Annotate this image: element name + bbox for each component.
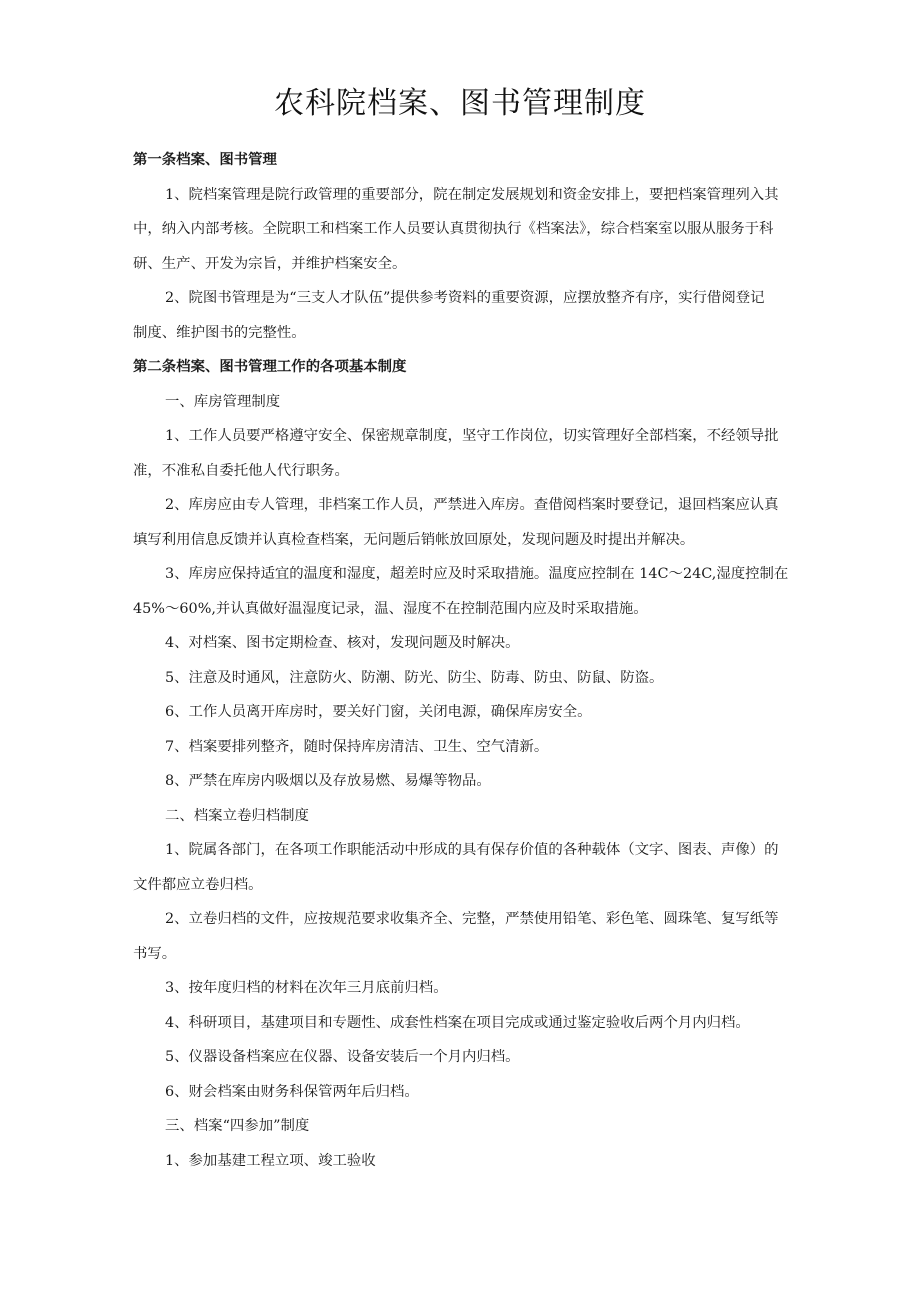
text-line: 中，纳入内部考核。全院职工和档案工作人员要认真贯彻执行《档案法》，综合档案室以服从服务于科 [133, 221, 774, 237]
filing-rule-4: 4、科研项目，基建项目和专题性、成套性档案在项目完成或通过鉴定验收后两个月内归档。 [165, 1014, 750, 1031]
filing-rule-5: 5、仪器设备档案应在仪器、设备安装后一个月内归档。 [165, 1049, 520, 1065]
warehouse-rule-8: 8、严禁在库房内吸烟以及存放易燃、易爆等物品。 [165, 773, 491, 789]
text-line: 1、院属各部门，在各项工作职能活动中形成的具有保存价值的各种载体（文字、图表、声像）的 [165, 842, 779, 858]
warehouse-rule-7: 7、档案要排列整齐，随时保持库房清洁、卫生、空气清新。 [165, 738, 549, 755]
warehouse-rule-3 [133, 557, 798, 626]
warehouse-rule-5: 5、注意及时通风，注意防火、防潮、防光、防尘、防毒、防虫、防鼠、防盗。 [165, 669, 664, 686]
text-line: 研、生产、开发为宗旨，并维护档案安全。 [133, 255, 407, 272]
text-line: 45%～60%,并认真做好温湿度记录，温、湿度不在控制范围内应及时采取措施。 [133, 600, 648, 617]
text-line: 制度、维护图书的完整性。 [133, 324, 306, 341]
warehouse-rule-2 [133, 488, 798, 557]
text-line: 1、院档案管理是院行政管理的重要部分，院在制定发展规划和资金安排上，要把档案管理列入其 [165, 186, 779, 203]
text-line: 3、库房应保持适宜的温度和湿度，超差时应及时采取措施。温度应控制在 14C～24C,湿度控制在 [165, 566, 789, 582]
article-2-heading: 第二条档案、图书管理工作的各项基本制度 [133, 359, 407, 375]
text-line: 2、立卷归档的文件，应按规范要求收集齐全、完整，严禁使用铅笔、彩色笔、圆珠笔、复写纸等 [165, 911, 779, 927]
filing-rule-6: 6、财会档案由财务科保管两年后归档。 [165, 1083, 419, 1100]
text-line: 书写。 [133, 945, 177, 962]
text-line: 2、库房应由专人管理，非档案工作人员，严禁进入库房。查借阅档案时要登记，退回档案应认真 [165, 497, 779, 513]
filing-rule-3: 3、按年度归档的材料在次年三月底前归档。 [165, 980, 448, 996]
text-line: 2、院图书管理是为“三支人才队伍”提供参考资料的重要资源，应摆放整齐有序，实行借阅登记 [165, 290, 765, 306]
text-line: 文件都应立卷归档。 [133, 876, 263, 893]
filing-rule-2 [133, 902, 798, 971]
text-line: 1、工作人员要严格遵守安全、保密规章制度，坚守工作岗位，切实管理好全部档案，不经领导批 [165, 428, 779, 444]
subsection-warehouse-heading: 一、库房管理制度 [165, 393, 281, 410]
article-1-paragraph-1 [133, 178, 798, 282]
article-1-paragraph-2 [133, 281, 798, 350]
participation-rule-1: 1、参加基建工程立项、竣工验收 [165, 1152, 376, 1169]
subsection-four-participation-heading: 三、档案“四参加”制度 [165, 1118, 310, 1134]
text-line: 准，不准私自委托他人代行职务。 [133, 462, 349, 479]
subsection-filing-heading: 二、档案立卷归档制度 [165, 807, 309, 824]
article-1-heading: 第一条档案、图书管理 [133, 152, 277, 168]
filing-rule-1 [133, 833, 798, 902]
text-line: 填写利用信息反馈并认真检查档案，无问题后销帐放回原处，发现问题及时提出并解决。 [133, 531, 695, 548]
document-body [133, 143, 798, 1178]
warehouse-rule-6: 6、工作人员离开库房时，要关好门窗，关闭电源，确保库房安全。 [165, 704, 592, 720]
document-title: 农科院档案、图书管理制度 [274, 86, 646, 121]
warehouse-rule-1 [133, 419, 798, 488]
warehouse-rule-4: 4、对档案、图书定期检查、核对，发现问题及时解决。 [165, 635, 520, 651]
